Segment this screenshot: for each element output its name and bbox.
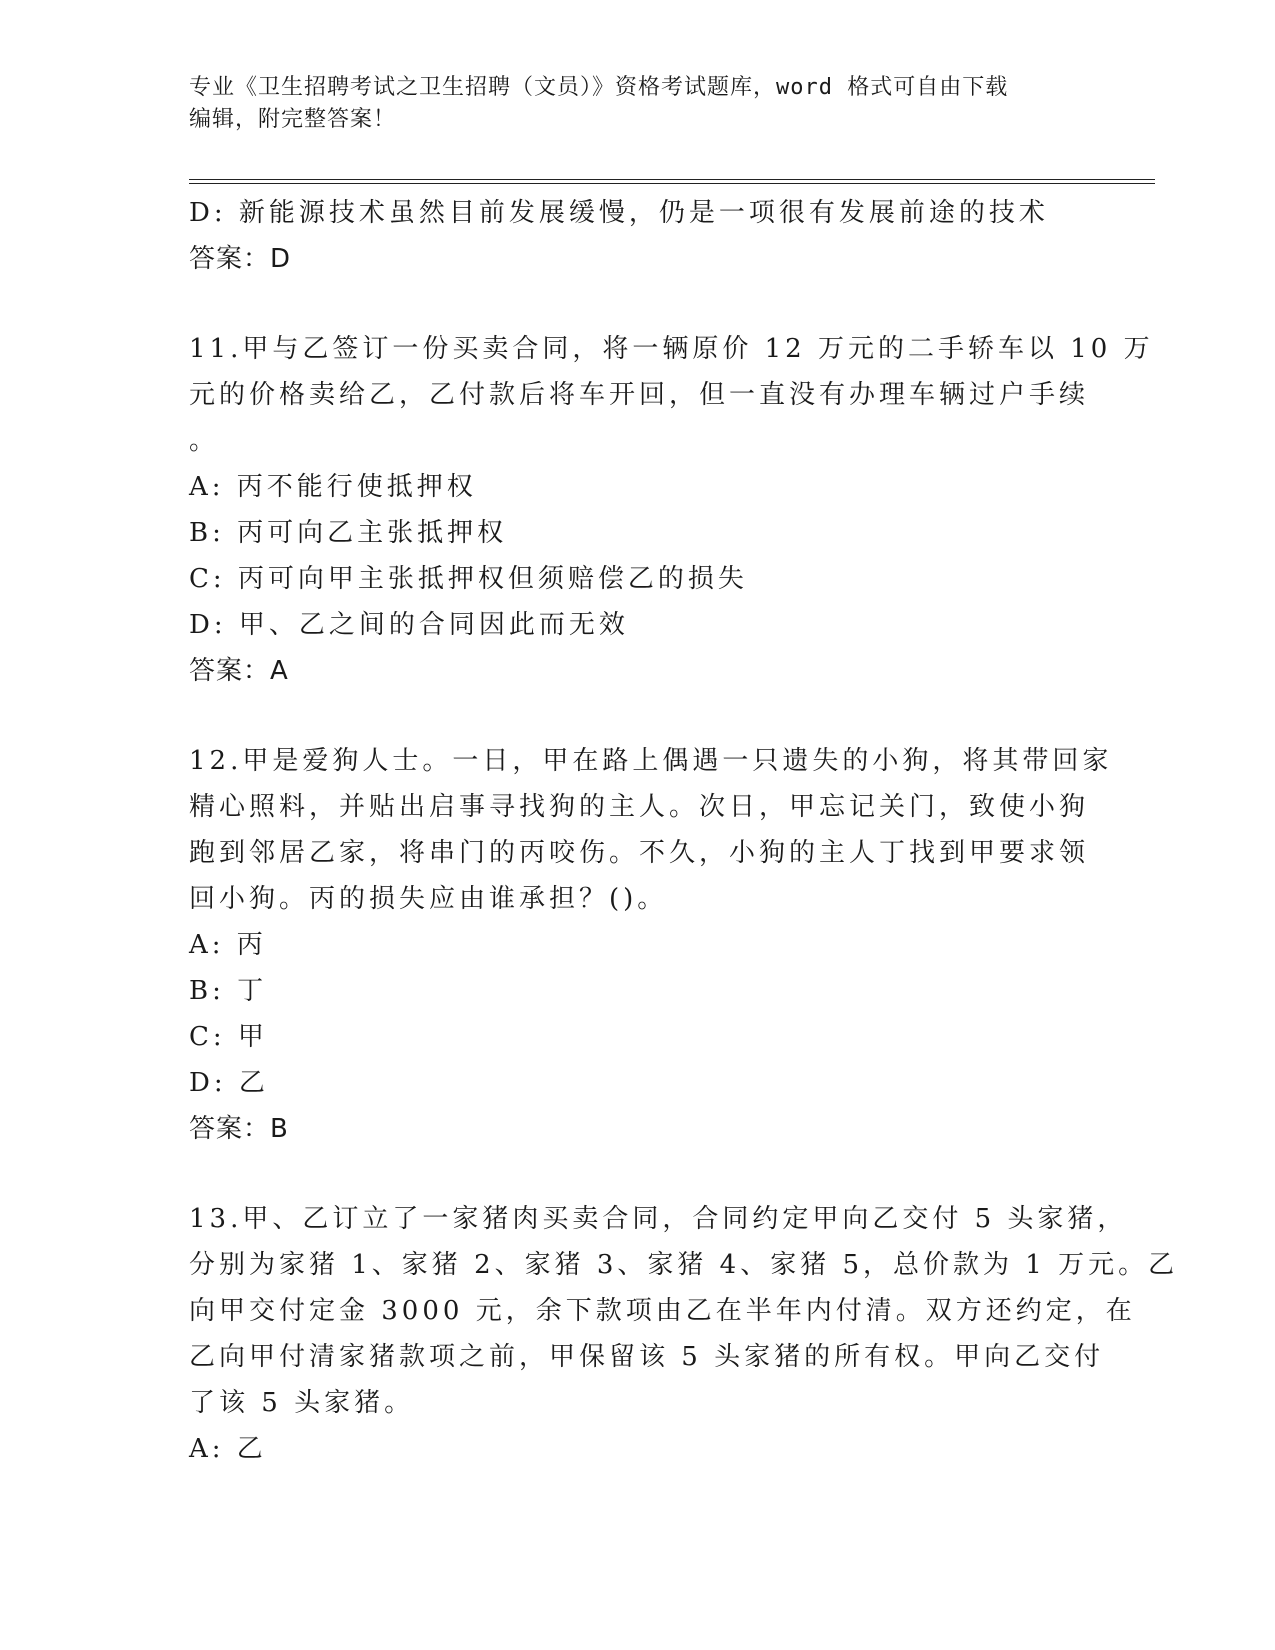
q12-option-b: B: 丁 <box>189 976 268 1006</box>
question-spacer <box>189 1152 1089 1196</box>
q12-stem-line: 回小狗。丙的损失应由谁承担？()。 <box>189 884 668 914</box>
q11-option-c: C: 丙可向甲主张抵押权但须赔偿乙的损失 <box>189 564 748 594</box>
q13-stem-line: 13.甲、乙订立了一家猪肉买卖合同，合同约定甲向乙交付 5 头家猪， <box>189 1204 1128 1234</box>
q12-option-c: C: 甲 <box>189 1022 268 1052</box>
question-11 <box>189 326 1154 694</box>
q12-option-a: A: 丙 <box>189 930 267 960</box>
q10-option-d: D: 新能源技术虽然目前发展缓慢，仍是一项很有发展前途的技术 <box>189 198 1049 228</box>
document-header <box>189 72 1089 136</box>
header-divider-bottom <box>189 183 1155 184</box>
q11-stem-line: 11.甲与乙签订一份买卖合同，将一辆原价 12 万元的二手轿车以 10 万 <box>189 334 1154 364</box>
q11-answer: 答案：A <box>189 656 289 686</box>
q12-stem-line: 跑到邻居乙家，将串门的丙咬伤。不久，小狗的主人丁找到甲要求领 <box>189 838 1090 868</box>
q13-stem-line: 分别为家猪 1、家猪 2、家猪 3、家猪 4、家猪 5，总价款为 1 万元。乙 <box>189 1250 1179 1280</box>
q13-stem-line: 向甲交付定金 3000 元，余下款项由乙在半年内付清。双方还约定，在 <box>189 1296 1136 1326</box>
q12-stem-line: 12.甲是爱狗人士。一日，甲在路上偶遇一只遗失的小狗，将其带回家 <box>189 746 1113 776</box>
q11-option-d: D: 甲、乙之间的合同因此而无效 <box>189 610 629 640</box>
q11-stem-line: 元的价格卖给乙，乙付款后将车开回，但一直没有办理车辆过户手续 <box>189 380 1090 410</box>
document-body <box>189 190 1179 1472</box>
question-13 <box>189 1196 1179 1472</box>
q12-answer: 答案：B <box>189 1114 289 1144</box>
q10-answer: 答案：D <box>189 244 292 274</box>
question-spacer <box>189 282 1089 326</box>
header-line-1: 专业《卫生招聘考试之卫生招聘（文员）》资格考试题库，word 格式可自由下载 <box>189 75 1009 100</box>
q12-option-d: D: 乙 <box>189 1068 269 1098</box>
question-12 <box>189 738 1113 1152</box>
q12-stem-line: 精心照料，并贴出启事寻找狗的主人。次日，甲忘记关门，致使小狗 <box>189 792 1090 822</box>
q13-stem-line: 乙向甲付清家猪款项之前，甲保留该 5 头家猪的所有权。甲向乙交付 <box>189 1342 1105 1372</box>
header-divider-top <box>189 179 1155 180</box>
q13-stem-line: 了该 5 头家猪。 <box>189 1388 415 1418</box>
header-line-2: 编辑，附完整答案！ <box>189 107 397 132</box>
q13-option-a: A: 乙 <box>189 1434 267 1464</box>
q11-option-b: B: 丙可向乙主张抵押权 <box>189 518 508 548</box>
question-spacer <box>189 694 1089 738</box>
q11-stem-line: 。 <box>189 426 220 456</box>
q11-option-a: A: 丙不能行使抵押权 <box>189 472 477 502</box>
